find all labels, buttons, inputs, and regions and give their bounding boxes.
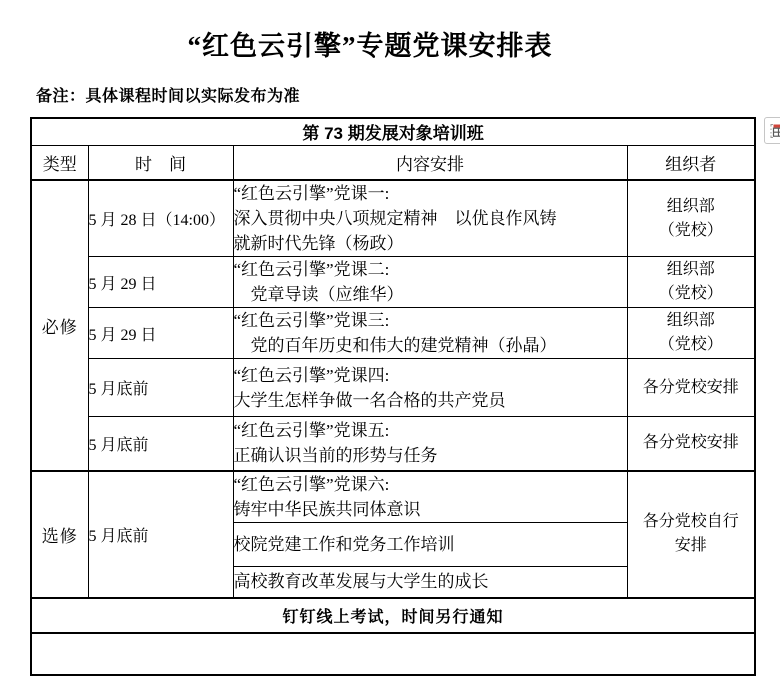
type-cell-required: 必修 [31,180,88,471]
organizer-cell [627,359,755,417]
content-line: 高校教育改革发展与大学生的成长 [234,569,627,594]
note-line: 备注：具体课程时间以实际发布为准 [36,83,300,106]
content-line: “红色云引擎”党课五: [234,418,627,443]
content-line: “红色云引擎”党课三: [234,308,627,333]
content-cell [233,257,627,308]
organizer-line: （党校） [628,282,755,306]
content-line: 就新时代先锋（杨政） [234,231,627,256]
table-row [31,308,755,359]
session-title-cell: 第 73 期发展对象培训班 [31,118,755,145]
type-cell-optional: 选修 [31,471,88,599]
table-tool-button[interactable] [764,117,780,144]
content-line: 党章导读（应维华） [234,282,627,307]
content-line: “红色云引擎”党课一: [234,181,627,206]
content-line: 党的百年历史和伟大的建党精神（孙晶） [234,333,627,358]
col-header-organizer: 组织者 [627,145,755,180]
time-cell: 5 月 28 日（14:00） [88,180,233,257]
empty-row [31,633,755,675]
time-cell: 5 月 29 日 [88,308,233,359]
session-title-row [31,118,755,145]
organizer-line: 组织部 [628,195,755,219]
organizer-cell [627,471,755,599]
col-header-content: 内容安排 [233,145,627,180]
table-row [31,257,755,308]
content-line: 正确认识当前的形势与任务 [234,443,627,468]
schedule-table [30,117,756,676]
content-cell [233,566,627,598]
col-header-time: 时 间 [88,145,233,180]
content-line: 铸牢中华民族共同体意识 [234,497,627,522]
table-row [31,471,755,523]
table-tool-icon [769,122,780,139]
content-line: “红色云引擎”党课四: [234,363,627,388]
organizer-line: （党校） [628,219,755,243]
table-row [31,417,755,471]
organizer-cell [627,257,755,308]
exam-cell: 钉钉线上考试，时间另行通知 [31,598,755,633]
content-line: 大学生怎样争做一名合格的共产党员 [234,388,627,413]
content-cell [233,522,627,566]
content-cell [233,180,627,257]
table-header-row [31,145,755,180]
table-row [31,359,755,417]
table-row [31,180,755,257]
organizer-line: （党校） [628,333,755,357]
time-cell: 5 月 29 日 [88,257,233,308]
organizer-line: 各分党校安排 [628,431,755,455]
content-cell [233,471,627,523]
content-cell [233,417,627,471]
content-line: “红色云引擎”党课六: [234,472,627,497]
exam-row [31,598,755,633]
time-cell: 5 月底前 [88,359,233,417]
time-cell: 5 月底前 [88,471,233,599]
document-title: “红色云引擎”专题党课安排表 [0,24,740,63]
time-cell: 5 月底前 [88,417,233,471]
organizer-line: 组织部 [628,258,755,282]
organizer-cell [627,308,755,359]
content-cell [233,308,627,359]
content-line: 校院党建工作和党务工作培训 [234,532,627,557]
content-cell [233,359,627,417]
content-line: “红色云引擎”党课二: [234,257,627,282]
content-line: 深入贯彻中央八项规定精神 以优良作风铸 [234,206,627,231]
organizer-cell [627,180,755,257]
organizer-line: 安排 [628,534,755,558]
col-header-type: 类型 [31,145,88,180]
organizer-cell [627,417,755,471]
empty-cell [31,633,755,675]
organizer-line: 各分党校安排 [628,376,755,400]
organizer-line: 组织部 [628,309,755,333]
organizer-line: 各分党校自行 [628,510,755,534]
